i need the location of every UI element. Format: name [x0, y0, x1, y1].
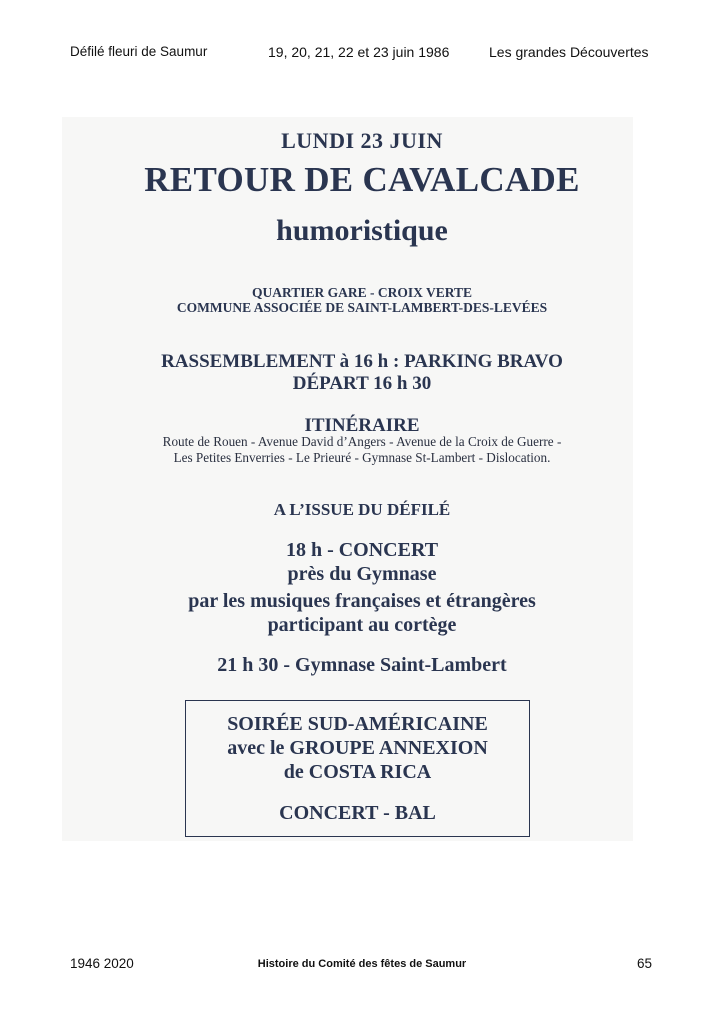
- box-line3: de COSTA RICA: [283, 761, 432, 783]
- poster-quarter-line1: QUARTIER GARE - CROIX VERTE: [251, 285, 473, 300]
- footer-title: Histoire du Comité des fêtes de Saumur: [257, 958, 467, 970]
- poster-route-line2: Les Petites Enverries - Le Prieuré - Gymnase St-Lambert - Dislocation.: [173, 450, 551, 465]
- header-right-title: Les grandes Découvertes: [489, 44, 649, 60]
- box-line1: SOIRÉE SUD-AMÉRICAINE: [227, 713, 488, 735]
- poster-concert-line4: participant au cortège: [267, 614, 457, 636]
- poster-departure: DÉPART 16 h 30: [292, 373, 432, 394]
- page-number: 65: [637, 956, 653, 971]
- box-line2: avec le GROUPE ANNEXION: [227, 737, 488, 759]
- poster-quarter-line2: COMMUNE ASSOCIÉE DE SAINT-LAMBERT-DES-LEVÉES: [176, 300, 548, 315]
- evening-event-box: [185, 700, 530, 837]
- header-dates: 19, 20, 21, 22 et 23 juin 1986: [268, 44, 450, 60]
- poster-day: LUNDI 23 JUIN: [281, 128, 443, 153]
- poster-concert-line2: près du Gymnase: [287, 563, 437, 585]
- poster-evening: 21 h 30 - Gymnase Saint-Lambert: [217, 654, 507, 676]
- poster-concert-line3: par les musiques françaises et étrangères: [188, 590, 536, 612]
- header-left-title: Défilé fleuri de Saumur: [70, 44, 208, 59]
- poster-itinerary-title: ITINÉRAIRE: [304, 415, 420, 436]
- poster-route-line1: Route de Rouen - Avenue David d’Angers - Avenue de la Croix de Guerre -: [162, 434, 562, 449]
- poster-after-parade: A L’ISSUE DU DÉFILÉ: [273, 500, 451, 519]
- poster-title: RETOUR DE CAVALCADE: [144, 160, 580, 199]
- poster-gathering: RASSEMBLEMENT à 16 h : PARKING BRAVO: [161, 351, 563, 372]
- box-line4: CONCERT - BAL: [279, 802, 436, 824]
- poster-concert-line1: 18 h - CONCERT: [285, 539, 439, 561]
- poster-subtitle: humoristique: [276, 214, 448, 247]
- footer-years: 1946 2020: [70, 956, 134, 971]
